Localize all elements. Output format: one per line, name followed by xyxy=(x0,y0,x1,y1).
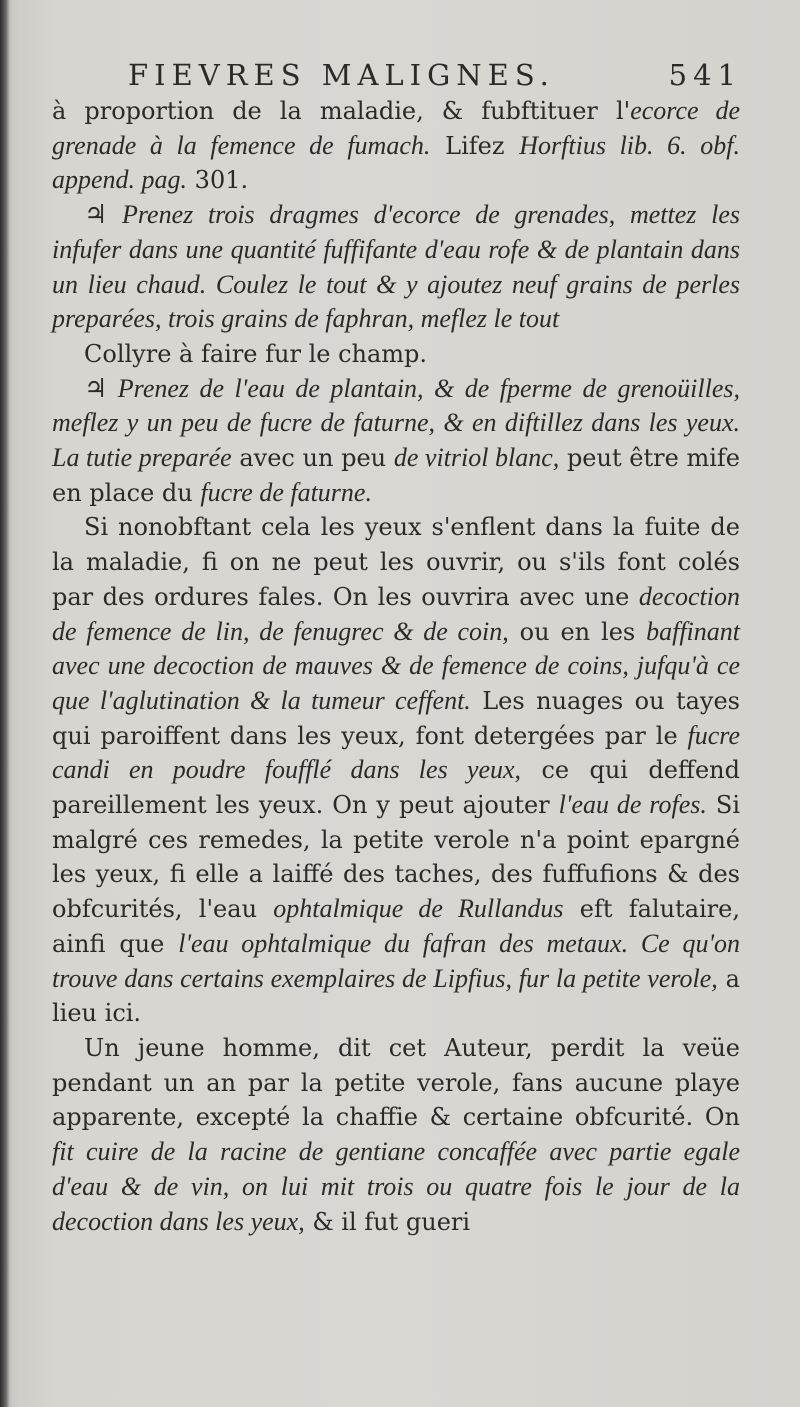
text-segment: ce qui deffend pareillement les yeux. On y peut ajouter xyxy=(52,756,740,820)
text-segment: Un jeune homme, dit cet Auteur, perdit la veüe pendant un an par la petite verole, fans aucune playe apparente, excepté la chaffie & certaine obfcurité. On xyxy=(52,1033,740,1132)
page-number: 541 xyxy=(668,58,742,92)
italic-text-segment: fucre de faturne. xyxy=(200,477,372,507)
italic-text-segment: de vitriol blanc, xyxy=(393,443,560,473)
italic-text-segment: ♃ Prenez de l'eau de plantain, & de fperme de grenoüilles, meflez y un peu de fucre de faturne, & en diftillez dans les yeux. La tutie preparée xyxy=(52,373,740,473)
text-segment: peut être mife en place du xyxy=(52,444,740,507)
italic-text-segment: Horftius lib. 6. obf. append. pag. xyxy=(52,130,741,195)
text-segment: Lifez xyxy=(430,131,520,160)
italic-text-segment: decoction de femence de lin, de fenugrec & de coin, xyxy=(52,581,740,646)
italic-text-segment: fucre candi en poudre foufflé dans les yeux, xyxy=(52,720,740,785)
text-segment: a lieu ici. xyxy=(52,964,740,1028)
italic-text-segment: ecorce de grenade à la femence de fumach. xyxy=(52,96,740,160)
paragraph-p6 xyxy=(52,1031,740,1239)
paragraph-p3 xyxy=(52,337,740,372)
text-segment: 301. xyxy=(187,166,249,195)
paragraph-p2 xyxy=(52,198,740,337)
paragraph-p5 xyxy=(52,510,740,1031)
paragraph-p4 xyxy=(52,372,740,511)
header-title: FIEVRES MALIGNES. xyxy=(128,58,555,92)
running-header xyxy=(128,58,742,98)
italic-text-segment: baffinant avec une decoction de mauves & de femence de coins, jufqu'à ce que l'aglutination & la tumeur ceffent. xyxy=(52,616,740,715)
italic-text-segment: ♃ Prenez trois dragmes d'ecorce de grenades, mettez les infufer dans une quantité fuffifante d'eau rofe & de plantain dans un lieu chaud. Coulez le tout & y ajoutez neuf grains de perles preparées, trois grains de faphran, meflez le tout xyxy=(52,200,740,334)
italic-text-segment: l'eau de rofes. xyxy=(558,790,707,820)
text-segment: Si malgré ces remedes, la petite verole n'a point epargné les yeux, fi elle a laiffé des taches, des fuffufions & des obfcurités, l'eau xyxy=(52,791,740,924)
text-segment: & il fut gueri xyxy=(304,1207,471,1236)
text-segment: Si nonobftant cela les yeux s'enflent dans la fuite de la maladie, fi on ne peut les ouvrir, ou s'ils font colés par des ordures fales. On les ouvrira avec une xyxy=(52,513,740,611)
body-text xyxy=(52,94,740,1239)
italic-text-segment: l'eau ophtalmique du fafran des metaux. Ce qu'on trouve dans certains exemplaires de Lipfius, fur la petite verole, xyxy=(52,928,741,993)
text-segment: à proportion de la maladie, & fubftituer l' xyxy=(52,97,631,125)
binding-gutter xyxy=(0,0,10,1407)
italic-text-segment: ophtalmique de Rullandus xyxy=(273,894,564,924)
text-segment: avec un peu xyxy=(231,444,394,473)
paragraph-p1 xyxy=(52,94,740,198)
text-segment: ou en les xyxy=(508,617,647,646)
text-segment: Les nuages ou tayes qui paroiffent dans les yeux, font detergées par le xyxy=(52,686,741,750)
text-segment: Collyre à faire fur le champ. xyxy=(84,339,428,368)
italic-text-segment: fit cuire de la racine de gentiane concaffée avec partie egale d'eau & de vin, on lui mit trois ou quatre fois le jour de la decoction dans les yeux, xyxy=(52,1137,740,1236)
text-segment: eft falutaire, ainfi que xyxy=(52,895,740,958)
